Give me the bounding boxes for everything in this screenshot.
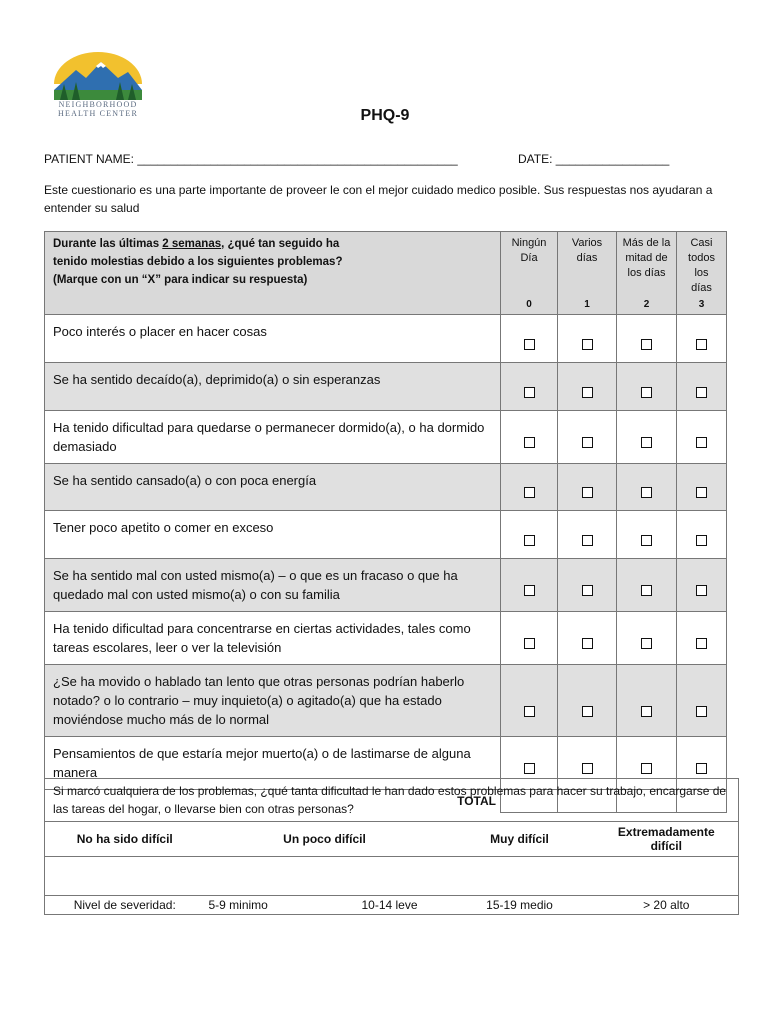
table-header-row: [45, 232, 727, 315]
column-score: 2: [643, 299, 650, 310]
checkbox-2[interactable]: [641, 706, 652, 717]
answer-cell[interactable]: [677, 464, 727, 511]
checkbox-1[interactable]: [582, 437, 593, 448]
checkbox-3[interactable]: [696, 387, 707, 398]
page-title: PHQ-9: [360, 107, 410, 124]
checkbox-1[interactable]: [582, 487, 593, 498]
question-header-post: , ¿qué tan seguido ha: [221, 238, 340, 250]
difficulty-question-row: [45, 779, 739, 822]
difficulty-options-row: [45, 822, 739, 857]
question-text: Se ha sentido cansado(a) o con poca energía: [45, 464, 501, 511]
checkbox-1[interactable]: [582, 706, 593, 717]
answer-cell[interactable]: [677, 559, 727, 612]
checkbox-2[interactable]: [641, 763, 652, 774]
column-header-1: [558, 232, 617, 315]
answer-cell[interactable]: [617, 411, 677, 464]
table-row: [45, 665, 727, 737]
checkbox-3[interactable]: [696, 535, 707, 546]
answer-cell[interactable]: [617, 315, 677, 363]
table-row: [45, 363, 727, 411]
checkbox-3[interactable]: [696, 487, 707, 498]
checkbox-0[interactable]: [524, 339, 535, 350]
question-header: [45, 232, 501, 315]
checkbox-1[interactable]: [582, 585, 593, 596]
answer-cell[interactable]: [617, 665, 677, 737]
checkbox-0[interactable]: [524, 763, 535, 774]
column-header-2: [617, 232, 677, 315]
checkbox-2[interactable]: [641, 437, 652, 448]
question-header-underlined: 2 semanas: [162, 238, 222, 250]
answer-cell[interactable]: [501, 411, 558, 464]
answer-cell[interactable]: [501, 559, 558, 612]
answer-cell[interactable]: [558, 464, 617, 511]
severity-level-2: 15-19 medio: [445, 896, 595, 915]
severity-label: Nivel de severidad:: [45, 896, 205, 915]
checkbox-0[interactable]: [524, 387, 535, 398]
severity-row: [45, 896, 739, 915]
question-text: Tener poco apetito o comer en exceso: [45, 511, 501, 559]
checkbox-3[interactable]: [696, 706, 707, 717]
severity-level-0: 5-9 minimo: [205, 896, 335, 915]
answer-cell[interactable]: [558, 315, 617, 363]
answer-cell[interactable]: [501, 315, 558, 363]
logo-text-line2: HEALTH CENTER: [58, 109, 138, 118]
table-row: [45, 464, 727, 511]
question-text: Se ha sentido decaído(a), deprimido(a) o sin esperanzas: [45, 363, 501, 411]
column-label: Más de la mitad de los días: [622, 237, 671, 279]
column-label: Varios días: [571, 237, 603, 264]
answer-cell[interactable]: [677, 363, 727, 411]
phq9-table: [44, 231, 727, 813]
checkbox-0[interactable]: [524, 638, 535, 649]
answer-cell[interactable]: [558, 612, 617, 665]
checkbox-1[interactable]: [582, 535, 593, 546]
checkbox-1[interactable]: [582, 387, 593, 398]
answer-cell[interactable]: [558, 559, 617, 612]
intro-text: Este cuestionario es una parte importante de proveer le con el mejor cuidado medico posible. Sus respuestas nos ayudaran a entender su salud: [44, 183, 713, 215]
checkbox-1[interactable]: [582, 339, 593, 350]
column-label: Casi todos los días: [688, 237, 715, 294]
column-header-3: [677, 232, 727, 315]
checkbox-0[interactable]: [524, 585, 535, 596]
answer-cell[interactable]: [677, 511, 727, 559]
date-field[interactable]: DATE: _________________: [518, 152, 670, 166]
table-row: [45, 612, 727, 665]
answer-cell[interactable]: [558, 511, 617, 559]
question-header-line2: tenido molestias debido a los siguientes problemas?: [53, 256, 343, 268]
answer-cell[interactable]: [617, 363, 677, 411]
difficulty-question: Si marcó cualquiera de los problemas, ¿qué tanta dificultad le han dado estos problemas para hacer su trabajo, encargarse de las tareas del hogar, o llevarse bien con otras personas?: [45, 779, 739, 822]
answer-cell[interactable]: [501, 511, 558, 559]
checkbox-0[interactable]: [524, 706, 535, 717]
table-row: [45, 559, 727, 612]
severity-level-1: 10-14 leve: [335, 896, 445, 915]
answer-cell[interactable]: [501, 612, 558, 665]
column-label: Ningún Día: [511, 237, 547, 264]
answer-cell[interactable]: [677, 612, 727, 665]
checkbox-0[interactable]: [524, 487, 535, 498]
question-text: Ha tenido dificultad para quedarse o permanecer dormido(a), o ha dormido demasiado: [45, 411, 501, 464]
difficulty-option-3: Extremadamente difícil: [595, 822, 739, 857]
checkbox-3[interactable]: [696, 585, 707, 596]
difficulty-answer-row: [45, 857, 739, 896]
difficulty-answer-area[interactable]: [45, 857, 739, 896]
column-header-0: [501, 232, 558, 315]
total-label: TOTAL: [457, 794, 496, 809]
question-text: Se ha sentido mal con usted mismo(a) – o que es un fracaso o que ha quedado mal con usted mismo(a) o con su familia: [45, 559, 501, 612]
checkbox-2[interactable]: [641, 585, 652, 596]
logo-text-line1: NEIGHBORHOOD: [58, 100, 138, 109]
answer-cell[interactable]: [558, 411, 617, 464]
question-text: Ha tenido dificultad para concentrarse en ciertas actividades, tales como tareas escolares, leer o ver la televisión: [45, 612, 501, 665]
answer-cell[interactable]: [677, 411, 727, 464]
answer-cell[interactable]: [501, 464, 558, 511]
checkbox-0[interactable]: [524, 535, 535, 546]
difficulty-option-2: Muy difícil: [445, 822, 595, 857]
question-header-line3: (Marque con un “X” para indicar su respuesta): [53, 274, 308, 286]
checkbox-3[interactable]: [696, 339, 707, 350]
checkbox-1[interactable]: [582, 638, 593, 649]
checkbox-3[interactable]: [696, 763, 707, 774]
difficulty-table: [44, 778, 739, 915]
column-score: 0: [526, 299, 532, 310]
table-row: [45, 315, 727, 363]
answer-cell[interactable]: [558, 363, 617, 411]
checkbox-2[interactable]: [641, 387, 652, 398]
difficulty-option-1: Un poco difícil: [205, 822, 445, 857]
checkbox-2[interactable]: [641, 638, 652, 649]
question-text: Poco interés o placer en hacer cosas: [45, 315, 501, 363]
checkbox-1[interactable]: [582, 763, 593, 774]
column-score: 1: [584, 299, 590, 310]
checkbox-2[interactable]: [641, 487, 652, 498]
checkbox-2[interactable]: [641, 535, 652, 546]
answer-cell[interactable]: [558, 665, 617, 737]
answer-cell[interactable]: [677, 315, 727, 363]
answer-cell[interactable]: [617, 559, 677, 612]
answer-cell[interactable]: [617, 511, 677, 559]
checkbox-2[interactable]: [641, 339, 652, 350]
difficulty-option-0: No ha sido difícil: [45, 822, 205, 857]
patient-name-field[interactable]: PATIENT NAME: ________________________________________________: [44, 152, 458, 166]
question-text: ¿Se ha movido o hablado tan lento que otras personas podrían haberlo notado? o lo contrario – muy inquieto(a) o agitado(a) que ha estado moviéndose mucho más de lo normal: [45, 665, 501, 737]
checkbox-3[interactable]: [696, 638, 707, 649]
severity-level-3: > 20 alto: [595, 896, 739, 915]
question-header-pre: Durante las últimas: [53, 238, 163, 250]
checkbox-3[interactable]: [696, 437, 707, 448]
table-row: [45, 411, 727, 464]
question-text: Pensamientos de que estaría mejor muerto(a) o de lastimarse de alguna manera: [45, 737, 501, 790]
checkbox-0[interactable]: [524, 437, 535, 448]
answer-cell[interactable]: [617, 464, 677, 511]
answer-cell[interactable]: [617, 612, 677, 665]
column-score: 3: [698, 299, 705, 310]
answer-cell[interactable]: [501, 665, 558, 737]
table-row: [45, 511, 727, 559]
answer-cell[interactable]: [501, 363, 558, 411]
answer-cell[interactable]: [677, 665, 727, 737]
